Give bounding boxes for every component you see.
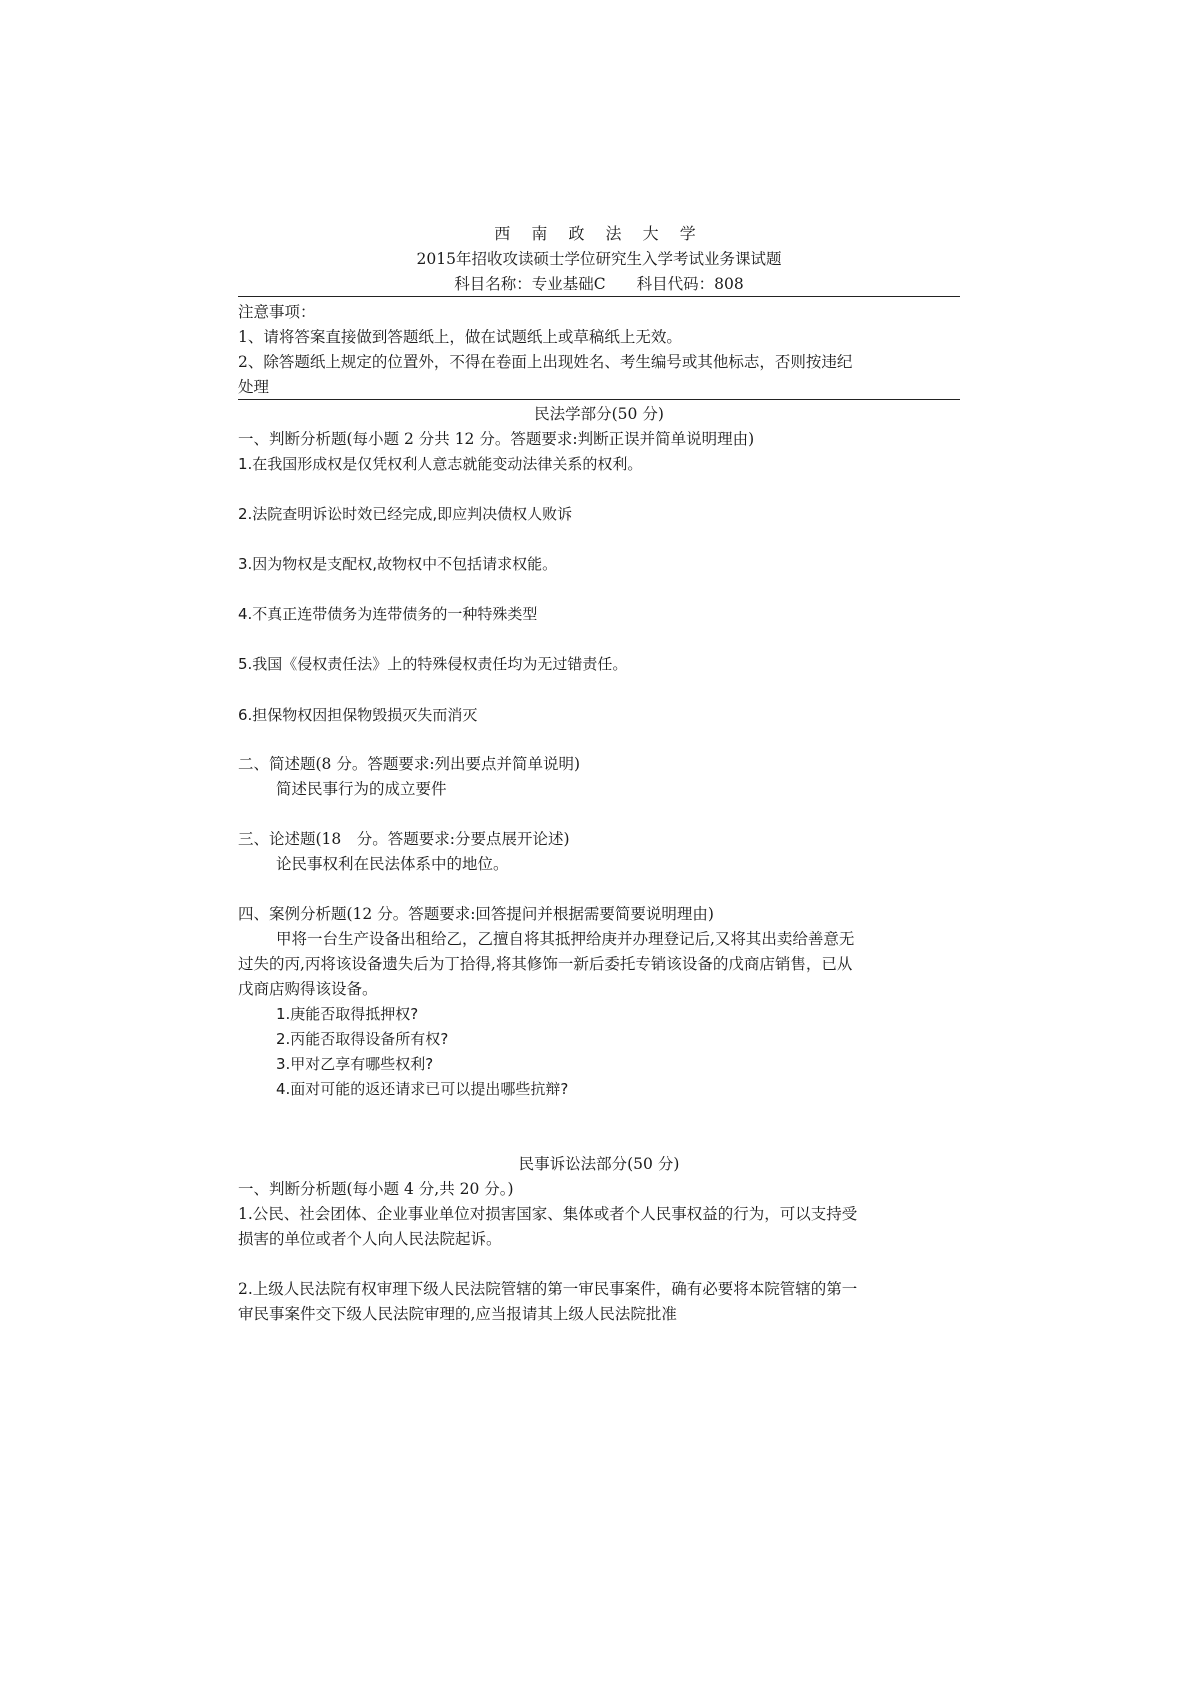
civil-procedure-q1-line-2: 损害的单位或者个人向人民法院起诉。 <box>238 1230 502 1248</box>
civil-law-part1-heading: 一、判断分析题(每小题 2 分共 12 分。答题要求:判断正误并简单说明理由) <box>238 430 755 448</box>
civil-procedure-q1-line-1: 1.公民、社会团体、企业事业单位对损害国家、集体或者个人民事权益的行为，可以支持受 <box>238 1205 858 1223</box>
notice-divider <box>238 399 960 400</box>
subject-line: 科目名称：专业基础C 科目代码：808 <box>454 275 744 293</box>
civil-procedure-part1-heading: 一、判断分析题(每小题 4 分,共 20 分。) <box>238 1180 514 1198</box>
civil-law-part4-heading: 四、案例分析题(12 分。答题要求:回答提问并根据需要简要说明理由) <box>238 905 714 923</box>
civil-law-q2: 2.法院查明诉讼时效已经完成,即应判决债权人败诉 <box>238 505 573 523</box>
civil-law-part2-question: 简述民事行为的成立要件 <box>276 780 447 798</box>
civil-law-q1: 1.在我国形成权是仅凭权利人意志就能变动法律关系的权利。 <box>238 455 643 473</box>
notice-item-1: 1、请将答案直接做到答题纸上，做在试题纸上或草稿纸上无效。 <box>238 328 682 346</box>
civil-procedure-q2-line-1: 2.上级人民法院有权审理下级人民法院管辖的第一审民事案件，确有必要将本院管辖的第一 <box>238 1280 858 1298</box>
case-question-4: 4.面对可能的返还请求已可以提出哪些抗辩? <box>276 1080 569 1098</box>
civil-law-part2-heading: 二、简述题(8 分。答题要求:列出要点并简单说明) <box>238 755 581 773</box>
civil-law-section-title: 民法学部分(50 分) <box>534 405 664 423</box>
case-text-line-1: 甲将一台生产设备出租给乙，乙擅自将其抵押给庚并办理登记后,又将其出卖给善意无 <box>276 930 855 948</box>
case-text-line-2: 过失的丙,丙将该设备遗失后为丁拾得,将其修饰一新后委托专销该设备的戊商店销售，已从 <box>238 955 853 973</box>
civil-law-q5: 5.我国《侵权责任法》上的特殊侵权责任均为无过错责任。 <box>238 655 628 673</box>
exam-title: 2015年招收攻读硕士学位研究生入学考试业务课试题 <box>416 250 782 268</box>
civil-law-q6: 6.担保物权因担保物毁损灭失而消灭 <box>238 706 478 724</box>
case-question-3: 3.甲对乙享有哪些权利? <box>276 1055 434 1073</box>
civil-law-q4: 4.不真正连带债务为连带债务的一种特殊类型 <box>238 605 538 623</box>
civil-procedure-section-title: 民事诉讼法部分(50 分) <box>518 1155 680 1173</box>
exam-page <box>238 0 960 1683</box>
notice-item-2-line-2: 处理 <box>238 378 270 396</box>
university-name: 西 南 政 法 大 学 <box>494 224 704 243</box>
case-text-line-3: 戊商店购得该设备。 <box>238 980 378 998</box>
header-divider <box>238 296 960 297</box>
notice-heading: 注意事项： <box>238 303 316 321</box>
notice-item-2-line-1: 2、除答题纸上规定的位置外，不得在卷面上出现姓名、考生编号或其他标志，否则按违纪 <box>238 353 853 371</box>
civil-law-part3-question: 论民事权利在民法体系中的地位。 <box>276 855 509 873</box>
civil-law-q3: 3.因为物权是支配权,故物权中不包括请求权能。 <box>238 555 558 573</box>
case-question-1: 1.庚能否取得抵押权? <box>276 1005 419 1023</box>
civil-law-part3-heading: 三、论述题(18 分。答题要求:分要点展开论述) <box>238 830 570 848</box>
case-question-2: 2.丙能否取得设备所有权? <box>276 1030 449 1048</box>
civil-procedure-q2-line-2: 审民事案件交下级人民法院审理的,应当报请其上级人民法院批准 <box>238 1305 677 1323</box>
